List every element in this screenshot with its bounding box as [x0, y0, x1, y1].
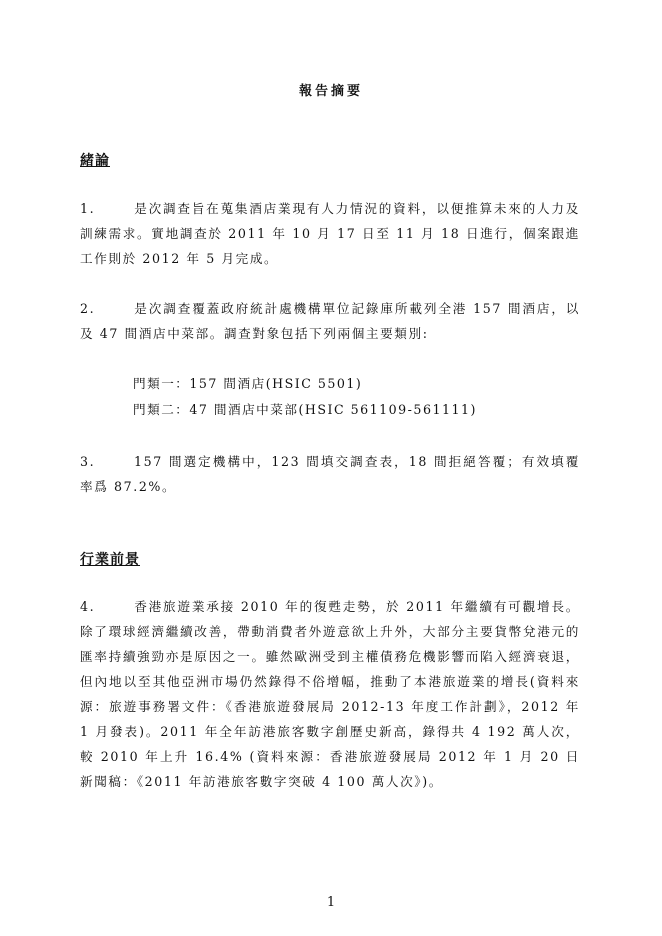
paragraph-text: 是次調查覆蓋政府統計處機構單位記錄庫所載列全港 157 間酒店，以及 47 間酒店中菜部。調查對象包括下列兩個主要類別: [80, 301, 580, 341]
paragraph-text: 157 間選定機構中，123 間填交調查表，18 間拒絕答覆；有效填覆率爲 87.2%。 [80, 454, 580, 494]
page-number: 1 [326, 895, 336, 910]
paragraph-text: 香港旅遊業承接 2010 年的復甦走勢，於 2011 年繼續有可觀增長。除了環球經濟繼續改善，帶動消費者外遊意欲上升外，大部分主要貨幣兌港元的匯率持續強勁亦是原因之一。雖然歐洲受到主權債務危機影響而陷入經濟衰退，但內地以至其他亞洲市場仍然錄得不俗增幅，推動了本港旅遊業的增長(資料來源：旅遊事務署文件：《香港旅遊發展局 2012-13 年度工作計劃》，2012 年 1 月發表)。2011 年全年訪港旅客數字創歷史新高，錄得共 4 192 萬人次，較 2010 年上升 16.4% (資料來源：香港旅遊發展局 2012 年 1 月 20 日新聞稿：《2011 年訪港旅客數字突破 4 100 萬人次》)。 [80, 599, 580, 789]
paragraph-2 [80, 296, 580, 346]
paragraph-1 [80, 196, 580, 271]
category-two: 門類二：47 間酒店中菜部(HSIC 561109-561111) [133, 402, 477, 417]
paragraph-text: 是次調查旨在蒐集酒店業現有人力情況的資料，以便推算未來的人力及訓練需求。實地調查於 2011 年 10 月 17 日至 11 月 18 日進行，個案跟進工作則於 2012 年 5 月完成。 [80, 201, 580, 266]
paragraph-number: 2. [80, 301, 96, 316]
paragraph-3 [80, 449, 580, 499]
section-heading-industry-outlook: 行業前景 [80, 552, 140, 568]
page-title: 報告摘要 [298, 84, 363, 99]
section-heading-introduction: 緒論 [80, 153, 110, 169]
paragraph-number: 4. [80, 599, 96, 614]
category-one: 門類一：157 間酒店(HSIC 5501) [133, 376, 363, 391]
paragraph-4 [80, 594, 580, 794]
paragraph-number: 1. [80, 201, 96, 216]
paragraph-number: 3. [80, 454, 96, 469]
